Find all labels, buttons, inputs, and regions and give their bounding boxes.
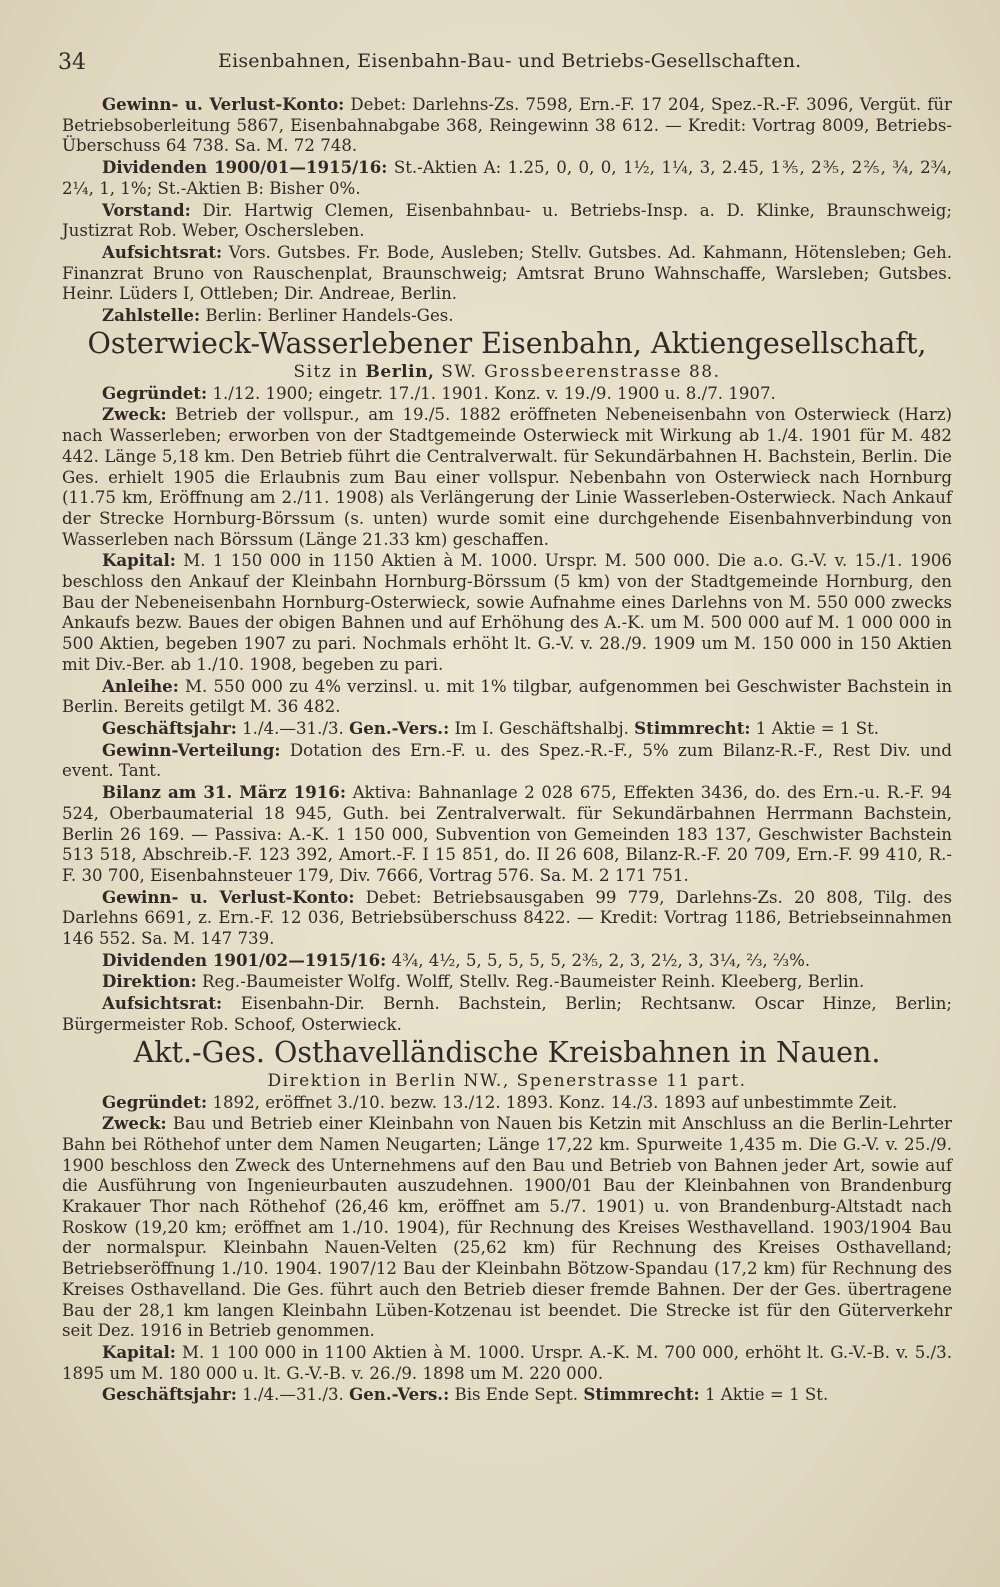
gegruendet-label: Gegründet: bbox=[102, 382, 208, 403]
seat-city: Berlin, bbox=[365, 361, 435, 382]
zweck-label: Zweck: bbox=[102, 404, 167, 425]
aufsichtsrat-label: Aufsichtsrat: bbox=[102, 241, 223, 262]
gewinnverteilung-paragraph bbox=[62, 740, 952, 782]
bilanz-text: Aktiva: Bahnanlage 2 028 675, Effekten 3436, do. des Ern.-u. R.-F. 94 524, Oberbaumaterial 18 945, Guth. bei Zentralverwalt. für Sekundärbahnen Herrmann Bachstein, Berlin 26 169. — Passiva: A.-K. 1 150 000, Subvention von Gemeinden 183 137, Geschwister Bachstein 513 518, Abschreib.-F. 123 392, Amort.-F. I 15 851, do. II 26 608, Bilanz-R.-F. 20 709, Ern.-F. 99 410, R.-F. 30 700, Eisenbahnsteuer 179, Div. 7666, Vortrag 576. Sa. M. 2 171 751. bbox=[62, 783, 952, 885]
anleihe-label: Anleihe: bbox=[102, 675, 179, 696]
kapital-paragraph bbox=[62, 1342, 952, 1384]
gewinn-label: Gewinn- u. Verlust-Konto: bbox=[102, 886, 355, 907]
genvers-label: Gen.-Vers.: bbox=[349, 717, 450, 738]
direktion-label: Direktion: bbox=[102, 971, 197, 992]
anleihe-paragraph bbox=[62, 676, 952, 718]
aufsichtsrat-label: Aufsichtsrat: bbox=[102, 993, 223, 1014]
stimmrecht-text: 1 Aktie = 1 St. bbox=[755, 718, 880, 738]
gewinn-paragraph bbox=[62, 887, 952, 950]
geschaeftsjahr-text: 1./4.—31./3. bbox=[242, 718, 344, 738]
aufsichtsrat-paragraph bbox=[62, 993, 952, 1035]
page-header bbox=[58, 50, 953, 80]
zweck-paragraph bbox=[62, 1113, 952, 1342]
zweck-label: Zweck: bbox=[102, 1113, 167, 1134]
kapital-text: M. 1 100 000 in 1100 Aktien à M. 1000. Urspr. A.-K. M. 700 000, erhöht lt. G.-V.-B. v. 5./3. 1895 um M. 180 000 u. lt. G.-V.-B. v. 26./9. 1898 um M. 220 000. bbox=[62, 1342, 952, 1383]
stimmrecht-text: 1 Aktie = 1 St. bbox=[704, 1385, 829, 1405]
kapital-label: Kapital: bbox=[102, 550, 176, 571]
direktion-text: Reg.-Baumeister Wolfg. Wolff, Stellv. Reg.-Baumeister Reinh. Kleeberg, Berlin. bbox=[202, 972, 865, 992]
gewinn-label: Gewinn- u. Verlust-Konto: bbox=[102, 94, 345, 114]
dividenden-label: Dividenden 1901/02—1915/16: bbox=[102, 949, 387, 970]
dividenden-label: Dividenden 1900/01—1915/16: bbox=[102, 157, 388, 178]
direktion-paragraph bbox=[62, 971, 952, 993]
bilanz-paragraph bbox=[62, 782, 952, 887]
geschaeftsjahr-label: Geschäftsjahr: bbox=[102, 717, 237, 738]
running-head: Eisenbahnen, Eisenbahn-Bau- und Betriebs-Gesellschaften. bbox=[218, 50, 802, 72]
zahlstelle-label: Zahlstelle: bbox=[102, 305, 201, 326]
kapital-paragraph bbox=[62, 550, 952, 675]
geschaeftsjahr-paragraph bbox=[62, 1384, 952, 1406]
seat-suffix: SW. Grossbeerenstrasse 88. bbox=[441, 361, 721, 382]
vorstand-label: Vorstand: bbox=[102, 199, 191, 220]
zweck-paragraph bbox=[62, 404, 952, 550]
company-title: Osterwieck-Wasserlebener Eisenbahn, Aktiengesellschaft, bbox=[87, 326, 927, 360]
zweck-text: Betrieb der vollspur., am 19./5. 1882 eröffneten Nebeneisenbahn von Osterwieck (Harz) nach Wasserleben; erworben von der Stadtgemeinde Osterwieck mit Wirkung ab 1./4. 1901 für M. 482 442. Länge 5,18 km. Den Betrieb führt die Centralverwalt. für Sekundärbahnen H. Bachstein, Berlin. Die Ges. erhielt 1905 die Erlaubnis zum Bau einer vollspur. Nebenbahn von Osterwieck nach Hornburg (11.75 km, Eröffnung am 2./11. 1908) als Verlängerung der Linie Wasserleben-Osterwieck. Nach Ankauf der Strecke Hornburg-Börssum (s. unten) wurde somit eine durchgehende Eisenbahnverbindung von Wasserleben nach Börssum (Länge 21.33 km) geschaffen. bbox=[62, 405, 952, 549]
gewinnverteilung-label: Gewinn-Verteilung: bbox=[102, 739, 281, 760]
aufsichtsrat-paragraph bbox=[62, 242, 952, 305]
dividenden-text: 4¾, 4½, 5, 5, 5, 5, 5, 2⅗, 2, 3, 2½, 3, 3¼, ⅔, ⅔%. bbox=[391, 950, 811, 970]
genvers-label: Gen.-Vers.: bbox=[349, 1384, 450, 1405]
gewinnverteilung-text: Dotation des Ern.-F. u. des Spez.-R.-F., 5% zum Bilanz-R.-F., Rest Div. und event. Tant. bbox=[62, 740, 952, 781]
dividenden-text: St.-Aktien A: 1.25, 0, 0, 0, 1½, 1¼, 3, 2.45, 1⅗, 2⅗, 2⅖, ¾, 2¾, 2¼, 1, 1%; St.-Aktien B: Bisher 0%. bbox=[62, 158, 953, 198]
kapital-label: Kapital: bbox=[102, 1341, 176, 1362]
genvers-text: Im I. Geschäftshalbj. bbox=[454, 718, 629, 738]
aufsichtsrat-text: Vors. Gutsbes. Fr. Bode, Ausleben; Stellv. Gutsbes. Ad. Kahmann, Hötensleben; Geh. Finanzrat Bruno von Rauschenplat, Braunschweig; Amtsrat Bruno Wahnschaffe, Warsleben; Gutsbes. Heinr. Lüders I, Ottleben; Dir. Andreae, Berlin. bbox=[62, 242, 952, 304]
bilanz-label: Bilanz am 31. März 1916: bbox=[102, 782, 346, 803]
dividenden-paragraph bbox=[62, 950, 952, 972]
dividenden-paragraph bbox=[62, 157, 952, 199]
gegruendet-text: 1./12. 1900; eingetr. 17./1. 1901. Konz. v. 19./9. 1900 u. 8./7. 1907. bbox=[212, 383, 776, 403]
geschaeftsjahr-paragraph bbox=[62, 718, 952, 740]
seat-prefix: Sitz in bbox=[293, 361, 359, 382]
page-body bbox=[62, 94, 952, 1406]
geschaeftsjahr-text: 1./4.—31./3. bbox=[242, 1385, 344, 1405]
kapital-text: M. 1 150 000 in 1150 Aktien à M. 1000. Urspr. M. 500 000. Die a.o. G.-V. v. 15./1. 1906 beschloss den Ankauf der Kleinbahn Hornburg-Börssum (5 km) von der Stadtgemeinde Hornburg, den Bau der Nebeneisenbahn Hornburg-Osterwieck, sowie Aufnahme eines Darlehns von M. 550 000 zwecks Ankaufs bezw. Baues der obigen Bahnen und auf Erhöhung des A.-K. um M. 500 000 auf M. 1 000 000 in 500 Aktien, begeben 1907 zu pari. Nochmals erhöht lt. G.-V. v. 28./9. 1909 um M. 150 000 in 150 Aktien mit Div.-Ber. ab 1./10. 1908, begeben zu pari. bbox=[62, 551, 952, 674]
zahlstelle-text: Berlin: Berliner Handels-Ges. bbox=[205, 306, 454, 326]
company-seat: Direktion in Berlin NW., Spenerstrasse 11 part. bbox=[267, 1070, 747, 1091]
stimmrecht-label: Stimmrecht: bbox=[583, 1384, 700, 1405]
gegruendet-paragraph bbox=[62, 1092, 952, 1114]
company-seat bbox=[62, 361, 952, 383]
stimmrecht-label: Stimmrecht: bbox=[634, 717, 751, 738]
gewinn-text: Debet: Betriebsausgaben 99 779, Darlehns-Zs. 20 808, Tilg. des Darlehns 6691, z. Ern.-F. 12 036, Betriebsüberschuss 8422. — Kredit: Vortrag 1186, Betriebseinnahmen 146 552. Sa. M. 147 739. bbox=[62, 887, 952, 949]
geschaeftsjahr-label: Geschäftsjahr: bbox=[102, 1384, 237, 1405]
gegruendet-text: 1892, eröffnet 3./10. bezw. 13./12. 1893. Konz. 14./3. 1893 auf unbestimmte Zeit. bbox=[212, 1092, 898, 1112]
company-title: Akt.-Ges. Osthavelländische Kreisbahnen in Nauen. bbox=[133, 1035, 881, 1069]
vorstand-text: Dir. Hartwig Clemen, Eisenbahnbau- u. Betriebs-Insp. a. D. Klinke, Braunschweig; Justizrat Rob. Weber, Oschersleben. bbox=[62, 200, 952, 241]
aufsichtsrat-text: Eisenbahn-Dir. Bernh. Bachstein, Berlin; Rechtsanw. Oscar Hinze, Berlin; Bürgermeister Rob. Schoof, Osterwieck. bbox=[62, 994, 953, 1034]
zahlstelle-paragraph bbox=[62, 305, 952, 327]
gewinn-text: Debet: Darlehns-Zs. 7598, Ern.-F. 17 204, Spez.-R.-F. 3096, Vergüt. für Betriebsoberleitung 5867, Eisenbahnabgabe 368, Reingewinn 38 612. — Kredit: Vortrag 8009, Betriebs-Überschuss 64 738. Sa. M. 72 748. bbox=[62, 95, 952, 156]
vorstand-paragraph bbox=[62, 200, 952, 242]
page-number: 34 bbox=[58, 50, 86, 75]
gegruendet-paragraph bbox=[62, 383, 952, 405]
gegruendet-label: Gegründet: bbox=[102, 1091, 208, 1112]
anleihe-text: M. 550 000 zu 4% verzinsl. u. mit 1% tilgbar, aufgenommen bei Geschwister Bachstein in Berlin. Bereits getilgt M. 36 482. bbox=[62, 676, 953, 717]
gewinn-paragraph bbox=[62, 94, 952, 157]
zweck-text: Bau und Betrieb einer Kleinbahn von Nauen bis Ketzin mit Anschluss an die Berlin-Lehrter Bahn bei Röthehof unter dem Namen Neugarten; Länge 17,22 km. Spurweite 1,435 m. Die G.-V. v. 25./9. 1900 beschloss den Zweck des Unternehmens auf den Bau und Betrieb von Bahnen jeder Art, sowie auf die Ausführung von Ingenieurbauten auszudehnen. 1900/01 Bau der Kleinbahnen von Brandenburg Krakauer Thor nach Röthehof (26,46 km, eröffnet am 5./7. 1901) u. von Brandenburg-Altstadt nach Roskow (19,20 km; eröffnet am 1./10. 1904), für Rechnung des Kreises Westhavelland. 1903/1904 Bau der normalspur. Kleinbahn Nauen-Velten (25,62 km) für Rechnung des Kreises Osthavelland; Betriebseröffnung 1./10. 1904. 1907/12 Bau der Kleinbahn Bötzow-Spandau (17,2 km) für Rechnung des Kreises Osthavelland. Die Ges. führt auch den Betrieb dieser fremde Bahnen. Der der Ges. übertragene Bau der 28,1 km langen Kleinbahn Lüben-Kotzenau ist beendet. Die Strecke ist für den Güterverkehr seit Dez. 1916 in Betrieb genommen. bbox=[62, 1114, 952, 1341]
genvers-text: Bis Ende Sept. bbox=[454, 1385, 579, 1405]
